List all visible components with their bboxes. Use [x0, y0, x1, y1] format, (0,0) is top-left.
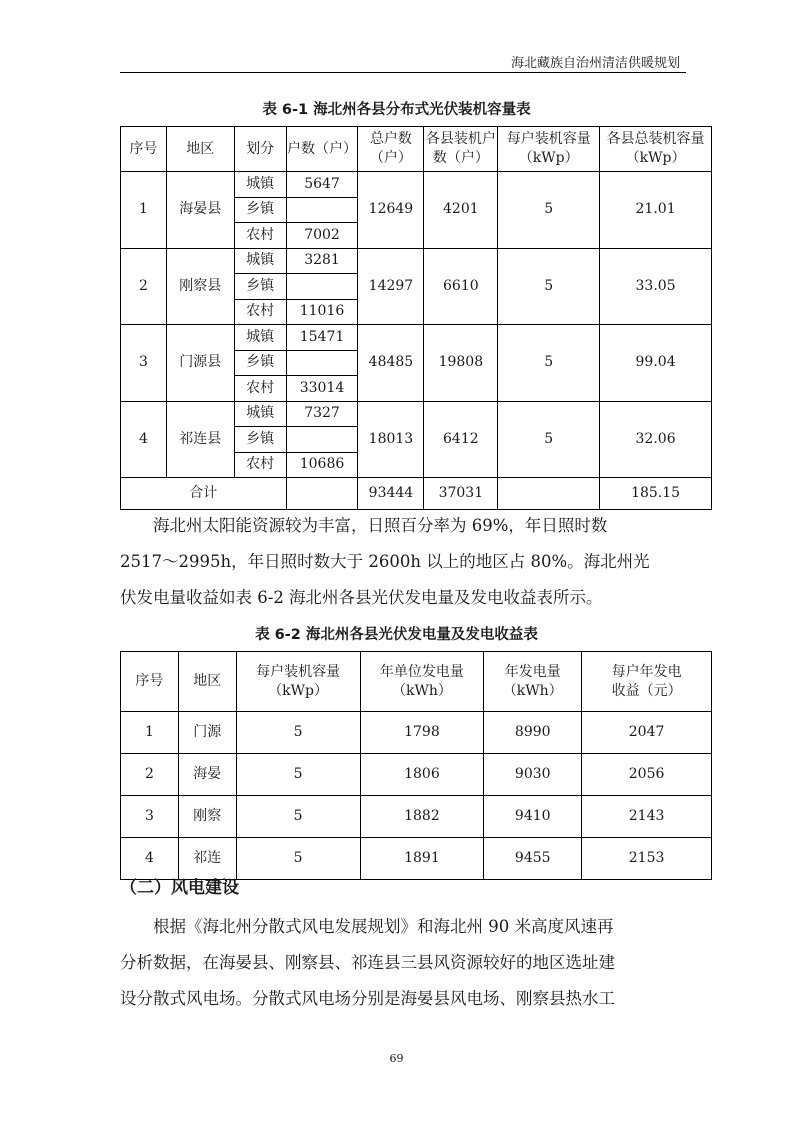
- table2-header-income-line1: 每户年发电: [611, 663, 682, 680]
- table1-per-capacity-cell: 5: [498, 172, 600, 249]
- table2-header-annual-gen-line1: 年发电量: [504, 663, 561, 680]
- table2-income-cell: 2047: [582, 712, 712, 754]
- table2: [120, 651, 712, 880]
- table1-sum-total: 93444: [358, 478, 424, 510]
- header-rule: [120, 72, 686, 73]
- table2-income-cell: 2153: [582, 838, 712, 880]
- paragraph-line: 伏发电量收益如表 6-2 海北州各县光伏发电量及发电收益表所示。: [120, 588, 603, 607]
- paragraph-solar: [120, 508, 690, 616]
- table2-header-row: [121, 652, 712, 712]
- table1-households-cell: 11016: [286, 299, 358, 325]
- table1-header-total-capacity: 各县总装机容量（kWp）: [600, 127, 712, 172]
- table2-income-cell: 2056: [582, 754, 712, 796]
- table2-header-unit-gen: [360, 652, 484, 712]
- table1-per-capacity-cell: 5: [498, 401, 600, 478]
- table2-header-income: [582, 652, 712, 712]
- table2-income-cell: 2143: [582, 796, 712, 838]
- table1-header-row: [121, 127, 712, 172]
- table1-sum-row: [121, 478, 712, 510]
- paragraph-line: 海北州太阳能资源较为丰富，日照百分率为 69%，年日照时数: [153, 516, 608, 535]
- table1-region-cell: 刚察县: [166, 248, 234, 325]
- table1-division-cell: 城镇: [234, 248, 286, 274]
- table-row: [121, 325, 712, 351]
- table1-households-cell: 7327: [286, 401, 358, 427]
- table2-seq-cell: 3: [121, 796, 179, 838]
- table2-seq-cell: 1: [121, 712, 179, 754]
- table-row: [121, 796, 712, 838]
- table-row: [121, 401, 712, 427]
- table2-header-unit-gen-line2: （kWh）: [391, 682, 452, 699]
- table2-caption: 表 6-2 海北州各县光伏发电量及发电收益表: [255, 627, 538, 643]
- table1-header-division: 划分: [234, 127, 286, 172]
- table2-header-region: 地区: [178, 652, 236, 712]
- table2-unit-gen-cell: 1891: [360, 838, 484, 880]
- table2-region-cell: 门源: [178, 712, 236, 754]
- table-row: [121, 754, 712, 796]
- table2-seq-cell: 2: [121, 754, 179, 796]
- table1-total-cell: 14297: [358, 248, 424, 325]
- table1-caption: 表 6-1 海北州各县分布式光伏装机容量表: [262, 102, 531, 118]
- table2-unit-gen-cell: 1798: [360, 712, 484, 754]
- table1-households-cell: 15471: [286, 325, 358, 351]
- table1-installed-cell: 4201: [424, 172, 498, 249]
- table2-capacity-cell: 5: [236, 754, 360, 796]
- table1-division-cell: 乡镇: [234, 427, 286, 453]
- table1-sum-households: [286, 478, 358, 510]
- table1-seq-cell: 2: [121, 248, 167, 325]
- table1: [120, 126, 712, 510]
- table1-header-installed: 各县装机户数（户）: [424, 127, 498, 172]
- table1-households-cell: 3281: [286, 248, 358, 274]
- table1-households-cell: [286, 274, 358, 300]
- table2-header-annual-gen: [484, 652, 582, 712]
- table1-total-cell: 18013: [358, 401, 424, 478]
- table2-header-unit-gen-line1: 年单位发电量: [379, 663, 464, 680]
- table2-annual-gen-cell: 9030: [484, 754, 582, 796]
- table2-region-cell: 祁连: [178, 838, 236, 880]
- table2-header-capacity-line1: 每户装机容量: [256, 663, 341, 680]
- table2-annual-gen-cell: 9455: [484, 838, 582, 880]
- running-header: 海北藏族自治州清洁供暖规划: [510, 56, 680, 71]
- table2-capacity-cell: 5: [236, 838, 360, 880]
- table1-total-capacity-cell: 99.04: [600, 325, 712, 402]
- table-row: [121, 248, 712, 274]
- table2-unit-gen-cell: 1806: [360, 754, 484, 796]
- table1-header-total: 总户数（户）: [358, 127, 424, 172]
- table1-region-cell: 海晏县: [166, 172, 234, 249]
- table1-division-cell: 农村: [234, 223, 286, 249]
- table1-total-capacity-cell: 21.01: [600, 172, 712, 249]
- section-title: （二）风电建设: [120, 878, 239, 898]
- table1-households-cell: 10686: [286, 452, 358, 478]
- table1-installed-cell: 19808: [424, 325, 498, 402]
- table1-division-cell: 乡镇: [234, 350, 286, 376]
- table1-division-cell: 农村: [234, 452, 286, 478]
- table1-division-cell: 乡镇: [234, 274, 286, 300]
- table1-households-cell: [286, 427, 358, 453]
- table2-annual-gen-cell: 9410: [484, 796, 582, 838]
- table2-unit-gen-cell: 1882: [360, 796, 484, 838]
- table1-header-region: 地区: [166, 127, 234, 172]
- table1-seq-cell: 4: [121, 401, 167, 478]
- table1-households-cell: [286, 197, 358, 223]
- table1-total-capacity-cell: 33.05: [600, 248, 712, 325]
- table1-header-per-capacity: 每户装机容量（kWp）: [498, 127, 600, 172]
- table1-sum-total-capacity: 185.15: [600, 478, 712, 510]
- table1-per-capacity-cell: 5: [498, 325, 600, 402]
- table1-households-cell: 7002: [286, 223, 358, 249]
- table1-header-seq: 序号: [121, 127, 167, 172]
- table1-division-cell: 城镇: [234, 325, 286, 351]
- table2-region-cell: 刚察: [178, 796, 236, 838]
- paragraph-line: 根据《海北州分散式风电发展规划》和海北州 90 米高度风速再: [153, 917, 614, 936]
- table1-sum-installed: 37031: [424, 478, 498, 510]
- table1-seq-cell: 1: [121, 172, 167, 249]
- table1-division-cell: 农村: [234, 376, 286, 402]
- table1-sum-per-capacity: [498, 478, 600, 510]
- table1-division-cell: 城镇: [234, 401, 286, 427]
- table1-households-cell: [286, 350, 358, 376]
- table2-capacity-cell: 5: [236, 796, 360, 838]
- table1-region-cell: 祁连县: [166, 401, 234, 478]
- table1-households-cell: 33014: [286, 376, 358, 402]
- table2-header-annual-gen-line2: （kWh）: [502, 682, 563, 699]
- table2-capacity-cell: 5: [236, 712, 360, 754]
- table1-total-cell: 48485: [358, 325, 424, 402]
- table-row: [121, 172, 712, 198]
- table2-region-cell: 海晏: [178, 754, 236, 796]
- table1-installed-cell: 6610: [424, 248, 498, 325]
- paragraph-line: 2517～2995h，年日照时数大于 2600h 以上的地区占 80%。海北州光: [120, 552, 650, 571]
- table1-seq-cell: 3: [121, 325, 167, 402]
- table1-division-cell: 城镇: [234, 172, 286, 198]
- table1-division-cell: 农村: [234, 299, 286, 325]
- paragraph-line: 分析数据，在海晏县、刚察县、祁连县三县风资源较好的地区选址建: [120, 953, 615, 972]
- table1-header-households: 户数（户）: [286, 127, 358, 172]
- table1-installed-cell: 6412: [424, 401, 498, 478]
- paragraph-wind: [120, 909, 690, 1017]
- table2-header-seq: 序号: [121, 652, 179, 712]
- table2-header-income-line2: 收益（元）: [611, 682, 682, 699]
- table1-per-capacity-cell: 5: [498, 248, 600, 325]
- page-number: 69: [389, 1052, 404, 1065]
- table2-annual-gen-cell: 8990: [484, 712, 582, 754]
- table2-header-capacity-line2: （kWp）: [268, 682, 329, 699]
- table1-total-cell: 12649: [358, 172, 424, 249]
- table1-division-cell: 乡镇: [234, 197, 286, 223]
- table1-total-capacity-cell: 32.06: [600, 401, 712, 478]
- table1-body: [121, 127, 712, 510]
- table1-households-cell: 5647: [286, 172, 358, 198]
- table1-sum-label: 合计: [121, 478, 287, 510]
- table2-seq-cell: 4: [121, 838, 179, 880]
- table-row: [121, 712, 712, 754]
- table1-region-cell: 门源县: [166, 325, 234, 402]
- paragraph-line: 设分散式风电场。分散式风电场分别是海晏县风电场、刚察县热水工: [120, 989, 615, 1008]
- table2-header-capacity: [236, 652, 360, 712]
